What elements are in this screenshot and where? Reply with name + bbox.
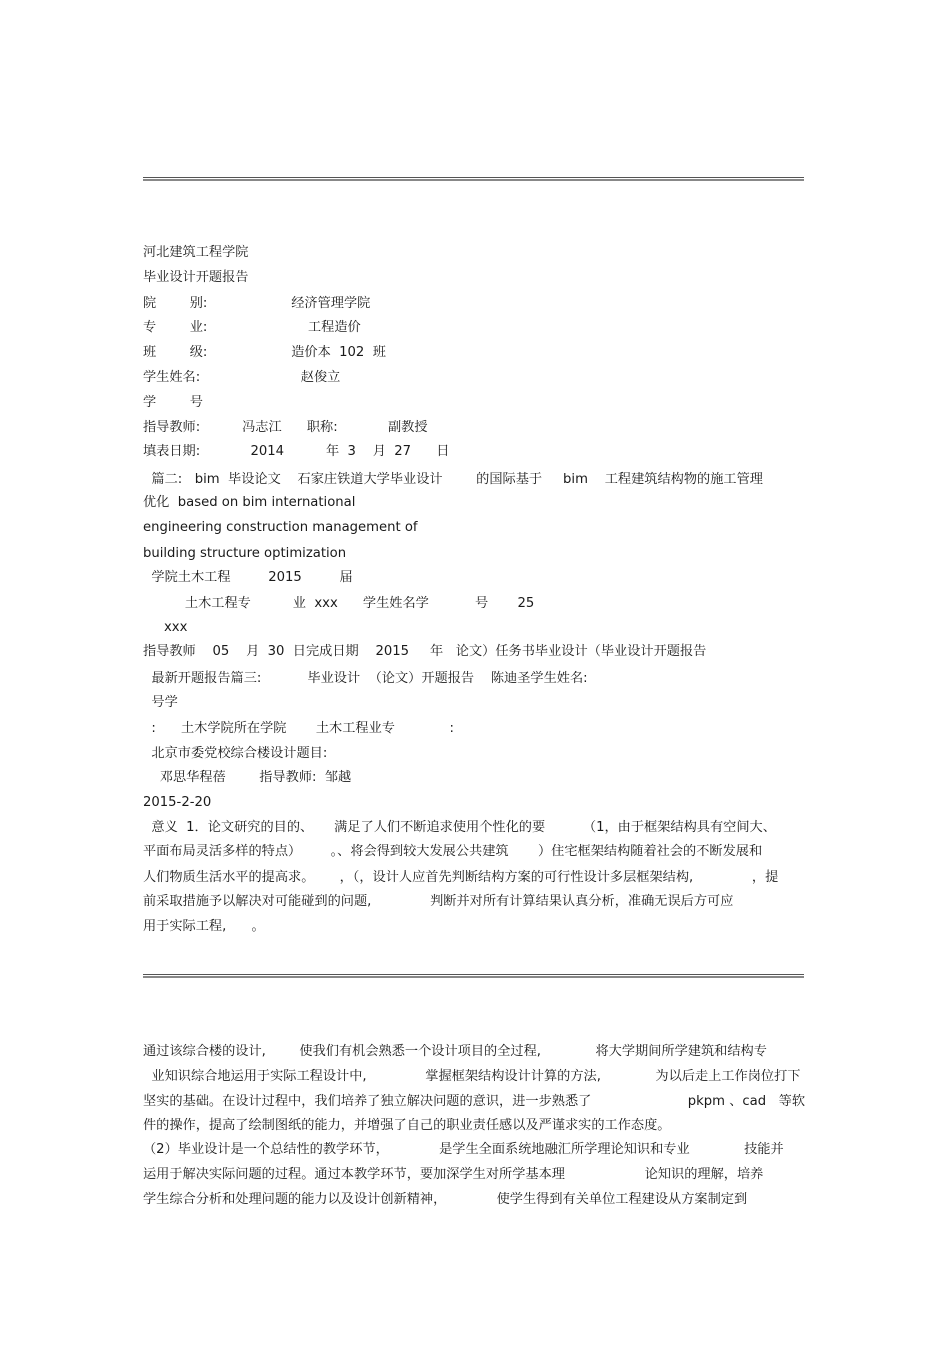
text-line: 专 业: 工程造价 [143,320,361,335]
text-line: 学 号 [143,395,203,410]
text-line: 人们物质生活水平的提高求。 ，（，设计人应首先判断结构方案的可行性设计多层框架结构, ，提 [143,870,779,885]
text-line: 平面布局灵活多样的特点） 。、将会得到较大发展公共建筑 ）住宅框架结构随着社会的不断发展和 [143,844,763,859]
text-line: 河北建筑工程学院 [143,245,249,260]
text-line: 填表日期: 2014 年 3 月 27 日 [143,444,450,459]
text-line: 北京市委党校综合楼设计题目: [143,746,328,761]
text-line: 用于实际工程, 。 [143,919,265,934]
text-line: 通过该综合楼的设计, 使我们有机会熟悉一个设计项目的全过程, 将大学期间所学建筑和结构专 [143,1044,767,1059]
page-rule-top [143,177,804,181]
text-line: 坚实的基础。在设计过程中，我们培养了独立解决问题的意识，进一步熟悉了 pkpm 、cad 等软 [143,1094,806,1109]
text-line: （2）毕业设计是一个总结性的教学环节， 是学生全面系统地融汇所学理论知识和专业 技能并 [143,1142,784,1157]
text-line: 指导教师: 冯志江 职称: 副教授 [143,420,428,435]
text-line: 业知识综合地运用于实际工程设计中, 掌握框架结构设计计算的方法, 为以后走上工作岗位打下 [143,1069,801,1084]
text-line: 土木工程专 业 xxx 学生姓名学 号 25 [143,596,535,611]
text-line: 前采取措施予以解决对可能碰到的问题, 判断并对所有计算结果认真分析，准确无误后方可应 [143,894,734,909]
text-line: 篇二: bim 毕设论文 石家庄铁道大学毕业设计 的国际基于 bim 工程建筑结构物的施工管理 [143,472,763,487]
text-line: : 土木学院所在学院 土木工程业专 : [143,721,454,736]
text-line: 院 别: 经济管理学院 [143,296,371,311]
text-line: 运用于解决实际问题的过程。通过本教学环节，要加深学生对所学基本理 论知识的理解，培养 [143,1167,764,1182]
text-line: 指导教师 05 月 30 日完成日期 2015 年 论文）任务书毕业设计（毕业设计开题报告 [143,644,707,659]
text-line: building structure optimization [143,546,347,561]
text-line: 邓思华程蓓 指导教师: 邹越 [143,770,352,785]
text-line: 最新开题报告篇三: 毕业设计 （论文）开题报告 陈迪圣学生姓名: [143,671,588,686]
text-line: 毕业设计开题报告 [143,270,249,285]
text-line: 班 级: 造价本 102 班 [143,345,386,360]
text-line: 意义 1．论文研究的目的、 满足了人们不断追求使用个性化的要 （1，由于框架结构具有空间大、 [143,820,776,835]
text-line: engineering construction management of [143,520,418,535]
text-line: xxx [143,620,188,635]
text-line: 学生综合分析和处理问题的能力以及设计创新精神， 使学生得到有关单位工程建设从方案制定到 [143,1192,748,1207]
text-line: 2015-2-20 [143,795,212,810]
page-rule-bottom [143,974,804,978]
text-line: 优化 based on bim international [143,495,356,510]
text-line: 件的操作，提高了绘制图纸的能力，并增强了自己的职业责任感以及严谨求实的工作态度。 [143,1118,671,1133]
text-line: 号学 [143,695,178,710]
text-line: 学生姓名: 赵俊立 [143,370,341,385]
text-line: 学院土木工程 2015 届 [143,570,353,585]
